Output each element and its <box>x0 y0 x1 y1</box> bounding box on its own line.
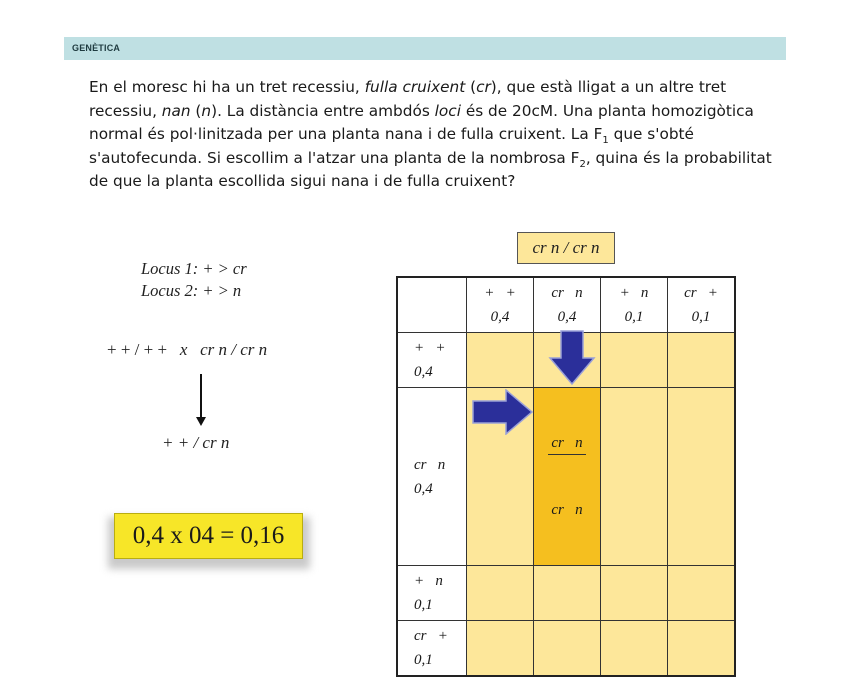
table-cell <box>534 566 601 621</box>
table-cell <box>467 333 534 388</box>
table-cell <box>601 621 668 677</box>
parent-b-genotype: cr n / cr n <box>200 340 268 359</box>
table-cell <box>601 566 668 621</box>
table-cell <box>467 566 534 621</box>
parent-a-genotype: + + / + + <box>107 340 168 359</box>
table-cell <box>668 388 736 566</box>
section-header-bar <box>64 37 786 60</box>
column-header: cr n 0,4 <box>534 277 601 333</box>
cross-symbol: x <box>179 340 188 359</box>
selected-genotype-label: cr n / cr n <box>517 232 615 264</box>
row-header: cr + 0,1 <box>397 621 467 677</box>
table-cell <box>668 621 736 677</box>
table-cell <box>601 333 668 388</box>
table-cell <box>534 621 601 677</box>
highlighted-cell <box>534 388 601 566</box>
row-header: + n 0,1 <box>397 566 467 621</box>
table-cell <box>467 621 534 677</box>
table-cell <box>601 388 668 566</box>
table-cell <box>668 566 736 621</box>
table-corner <box>397 277 467 333</box>
f1-genotype: + + / cr n <box>162 433 230 452</box>
table-cell <box>668 333 736 388</box>
arrow-down-icon <box>548 330 596 386</box>
row-header: cr n 0,4 <box>397 388 467 566</box>
locus-2-label: Locus 2: + > n <box>141 281 242 300</box>
result-box: 0,4 x 04 = 0,16 <box>114 513 303 559</box>
down-arrow-icon <box>200 374 202 424</box>
arrow-right-icon <box>472 389 534 435</box>
column-header: cr + 0,1 <box>668 277 736 333</box>
row-header: + + 0,4 <box>397 333 467 388</box>
parental-cross <box>107 340 267 360</box>
column-header: + + 0,4 <box>467 277 534 333</box>
column-header: + n 0,1 <box>601 277 668 333</box>
locus-1-label: Locus 1: + > cr <box>141 259 247 278</box>
problem-statement: En el moresc hi ha un tret recessiu, fulla cruixent (cr), que està lligat a un altre tret recessiu, nan (n). La distància entre ambdós loci és de 20cM. Una planta homozigòtica normal és pol·linitzada per una planta nana i de fulla cruixent. La $F_1$ que s'obté s'autofecunda. Si escollim a l'atzar una planta de la nombrosa $F_2$, quina és la probabilitat de que la planta escollida sigui nana i de fulla cruixent? <box>89 78 772 191</box>
section-title: GENÈTICA <box>72 43 121 53</box>
genotype-fraction: $\frac{\text{cr n}}{\text{cr n}}$ <box>548 388 585 565</box>
